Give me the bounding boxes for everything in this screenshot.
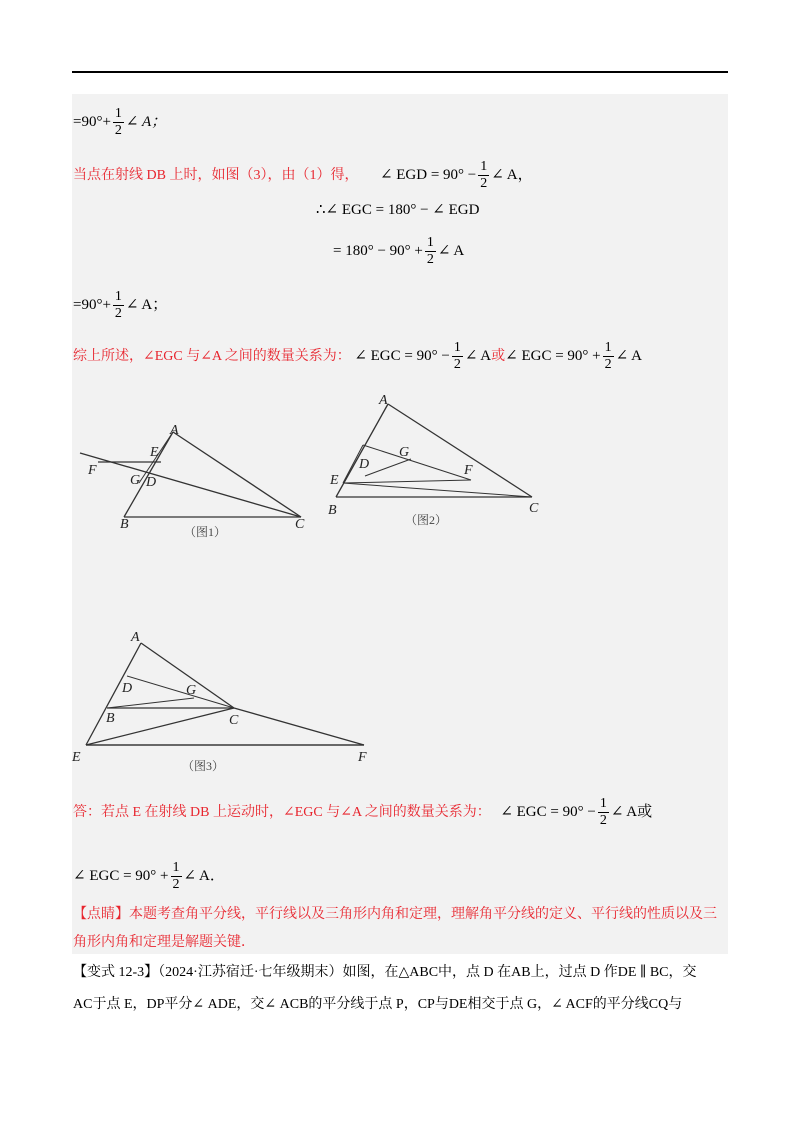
- fig2-label-B: B: [328, 503, 337, 518]
- solution-line-4: = 180° − 90° + $\frac{1}{2}$ ∠ A: [333, 235, 465, 267]
- fig1-caption: （图1）: [184, 525, 227, 539]
- fig2-label-F: F: [464, 463, 473, 478]
- solution-line-2: 当点在射线 DB 上时，如图（3），由（1）得， ∠ EGD = 90° − $\frac{1}{2}$ ∠ A，: [73, 159, 533, 191]
- fig3-label-G: G: [186, 683, 197, 698]
- fig3-label-D: D: [122, 681, 133, 696]
- fig2-caption: （图2）: [405, 513, 448, 527]
- fig1-label-E: E: [150, 445, 159, 460]
- fig2-label-C: C: [529, 501, 539, 516]
- fig1-label-A: A: [170, 423, 179, 438]
- fig1-label-C: C: [295, 517, 305, 532]
- fig3-label-A: A: [131, 630, 140, 645]
- solution-line-6: 综上所述，∠EGC 与∠A 之间的数量关系为： ∠ EGC = 90° − $\frac{1}{2}$ ∠ A或∠ EGC = 90° + $\frac{1}{2}$ ∠ A: [73, 340, 642, 372]
- figure-1: [72, 420, 312, 555]
- fig1-label-F: F: [88, 463, 97, 478]
- fig2-label-A: A: [379, 393, 388, 408]
- solution-line-5: =90°+ $\frac{1}{2}$ ∠ A；: [73, 289, 168, 321]
- figure-2: [325, 386, 555, 541]
- fig1-label-D: D: [146, 475, 157, 490]
- fig3-label-F: F: [358, 750, 367, 765]
- fig1-label-B: B: [120, 517, 129, 532]
- variant-line-2: AC于点 E，DP平分∠ ADE，交∠ ACB的平分线于点 P，CP与DE相交于点 G，∠ ACF的平分线CQ与: [73, 997, 683, 1012]
- answer-line-2: ∠ EGC = 90° + $\frac{1}{2}$ ∠ A．: [73, 860, 225, 892]
- solution-line-3: ∴∠ EGC = 180° − ∠ EGD: [316, 202, 480, 218]
- fig3-caption: （图3）: [182, 759, 225, 773]
- fig3-label-E: E: [72, 750, 81, 765]
- fig3-label-B: B: [106, 711, 115, 726]
- fig2-label-E: E: [330, 473, 339, 488]
- fig2-label-D: D: [359, 457, 370, 472]
- header-rule: [72, 71, 728, 73]
- figure-3: [70, 626, 380, 781]
- dianjing-line-2: 角形内角和定理是解题关键．: [73, 935, 255, 950]
- fig2-label-G: G: [399, 445, 410, 460]
- answer-line-1: 答：若点 E 在射线 DB 上运动时，∠EGC 与∠A 之间的数量关系为： ∠ EGC = 90° − $\frac{1}{2}$ ∠ A或: [73, 796, 653, 828]
- fig3-label-C: C: [229, 713, 239, 728]
- solution-line-1: =90°+ $\frac{1}{2}$ ∠ A；: [73, 106, 167, 138]
- dianjing-line-1: 【点睛】本题考查角平分线，平行线以及三角形内角和定理，理解角平分线的定义、平行线的性质以及三: [73, 907, 717, 922]
- variant-line-1: 【变式 12-3】（2024·江苏宿迁·七年级期末）如图，在△ABC中，点 D 在AB上，过点 D 作DE ∥ BC，交: [73, 965, 697, 980]
- fig1-label-G: G: [130, 473, 141, 488]
